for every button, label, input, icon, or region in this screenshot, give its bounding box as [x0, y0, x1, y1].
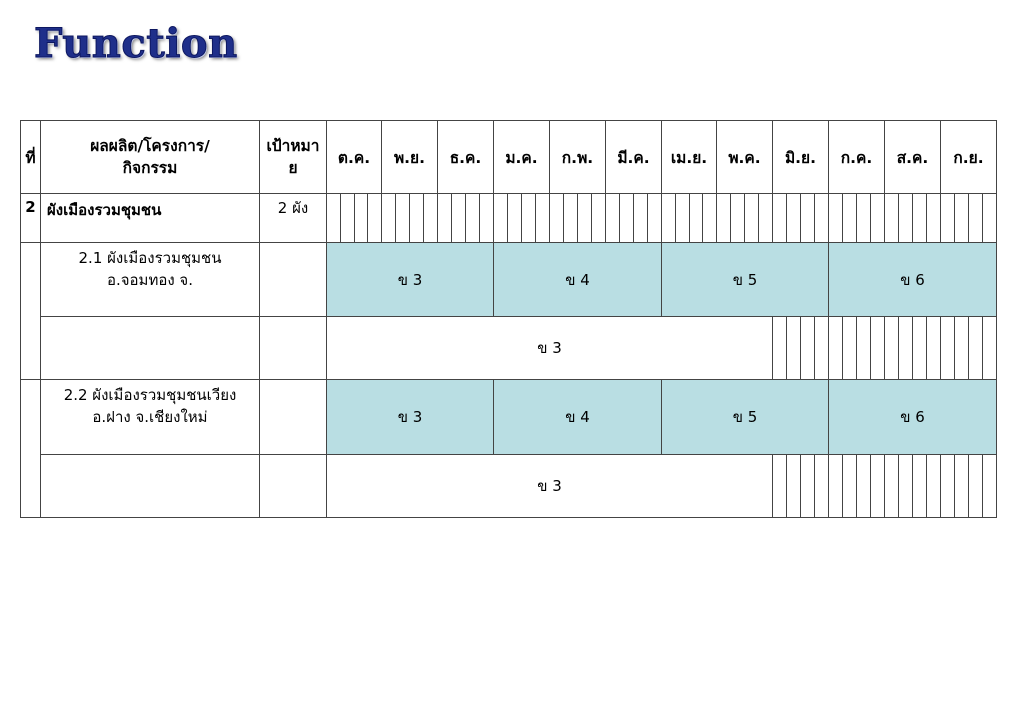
- header-month: พ.ค.: [717, 121, 773, 194]
- sub1-actual-name: [41, 317, 260, 380]
- week-grid: [717, 194, 773, 243]
- week-grid: [382, 194, 438, 243]
- plan-bar: ข 6: [829, 243, 997, 317]
- page-title: Function: [34, 20, 238, 67]
- header-month: ส.ค.: [885, 121, 941, 194]
- header-target: [260, 121, 327, 194]
- plan-bar: ข 5: [662, 380, 829, 455]
- week-grid: [773, 317, 829, 380]
- week-grid: [885, 455, 941, 518]
- sub1-target: [260, 243, 327, 317]
- header-output: [41, 121, 260, 194]
- header-no: ที่: [21, 121, 41, 194]
- header-month: มี.ค.: [606, 121, 662, 194]
- week-grid: [438, 194, 494, 243]
- header-month: ก.ค.: [829, 121, 885, 194]
- plan-bar: ข 5: [662, 243, 829, 317]
- header-month: ม.ค.: [494, 121, 550, 194]
- main-task-row: [21, 194, 997, 243]
- header-month: ต.ค.: [327, 121, 382, 194]
- sub2-name: [41, 380, 260, 455]
- week-grid: [829, 194, 885, 243]
- header-target-label: เป้าหมาย: [266, 137, 320, 177]
- header-row: [21, 121, 997, 194]
- week-grid: [773, 194, 829, 243]
- week-grid: [606, 194, 662, 243]
- header-month: ก.พ.: [550, 121, 606, 194]
- plan-bar: ข 6: [829, 380, 997, 455]
- sub1-name: [41, 243, 260, 317]
- plan-bar: ข 4: [494, 380, 662, 455]
- sub2-name-line1: 2.2 ผังเมืองรวมชุมชนเวียง: [63, 386, 237, 404]
- plan-bar: ข 4: [494, 243, 662, 317]
- actual-bar: ข 3: [327, 455, 773, 518]
- sub1-plan-row: [21, 243, 997, 317]
- week-grid: [885, 194, 941, 243]
- week-grid: [327, 194, 382, 243]
- week-grid: [941, 455, 997, 518]
- plan-bar: ข 3: [327, 243, 494, 317]
- week-grid: [941, 194, 997, 243]
- row-number-empty: [21, 243, 41, 380]
- sub2-actual-target: [260, 455, 327, 518]
- week-grid: [773, 455, 829, 518]
- header-month: ก.ย.: [941, 121, 997, 194]
- sub2-actual-row: [21, 455, 997, 518]
- sub2-actual-name: [41, 455, 260, 518]
- sub1-actual-target: [260, 317, 327, 380]
- sub1-actual-row: [21, 317, 997, 380]
- week-grid: [941, 317, 997, 380]
- plan-bar: ข 3: [327, 380, 494, 455]
- schedule-table: [20, 120, 997, 518]
- header-output-label: ผลผลิต/โครงการ/กิจกรรม: [90, 137, 210, 177]
- actual-bar: ข 3: [327, 317, 773, 380]
- week-grid: [662, 194, 717, 243]
- sub1-name-line2: อ.จอมทอง จ.: [106, 271, 193, 289]
- week-grid: [829, 317, 885, 380]
- sub2-plan-row: [21, 380, 997, 455]
- week-grid: [885, 317, 941, 380]
- sub2-name-line2: อ.ฝาง จ.เชียงใหม่: [92, 408, 208, 426]
- sub1-name-line1: 2.1 ผังเมืองรวมชุมชน: [78, 249, 222, 267]
- row-number: 2: [21, 194, 41, 243]
- header-month: ธ.ค.: [438, 121, 494, 194]
- week-grid: [829, 455, 885, 518]
- week-grid: [550, 194, 606, 243]
- sub2-target: [260, 380, 327, 455]
- task-name: ผังเมืองรวมชุมชน: [41, 194, 260, 243]
- header-month: พ.ย.: [382, 121, 438, 194]
- header-month: มิ.ย.: [773, 121, 829, 194]
- week-grid: [494, 194, 550, 243]
- task-target: 2 ผัง: [260, 194, 327, 243]
- header-month: เม.ย.: [662, 121, 717, 194]
- row-number-empty: [21, 380, 41, 518]
